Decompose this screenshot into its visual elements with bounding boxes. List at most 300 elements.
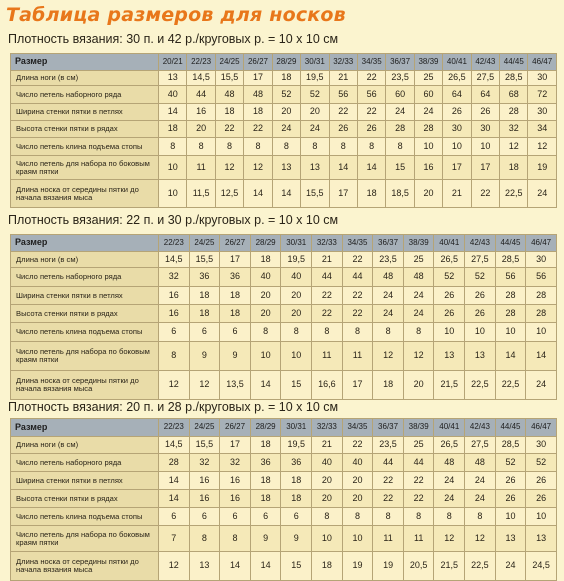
table-row xyxy=(11,552,557,581)
table-cell: 20 xyxy=(281,305,312,323)
table-row xyxy=(11,86,557,104)
table-cell: 18 xyxy=(250,252,281,268)
table-cell: 30 xyxy=(526,252,557,268)
table-cell: 36 xyxy=(189,268,220,287)
table-cell: 9 xyxy=(281,526,312,552)
table-cell: 25 xyxy=(403,437,434,454)
table-row xyxy=(11,156,557,180)
row-label: Ширина стенки пятки в петлях xyxy=(11,104,159,121)
table-cell: 20 xyxy=(342,472,373,490)
table-cell: 8 xyxy=(281,323,312,342)
table-cell: 8 xyxy=(244,138,272,156)
table-cell: 12 xyxy=(500,138,528,156)
table-cell: 17 xyxy=(471,156,499,180)
table-cell: 8 xyxy=(187,138,215,156)
table-cell: 16,6 xyxy=(312,371,343,400)
table-cell: 12 xyxy=(465,526,496,552)
table-cell: 24 xyxy=(373,287,404,305)
table-cell: 18 xyxy=(250,490,281,508)
table-cell: 20 xyxy=(281,287,312,305)
table-cell: 60 xyxy=(386,86,414,104)
table-cell: 23,5 xyxy=(373,252,404,268)
table-cell: 22 xyxy=(244,121,272,138)
table-cell: 20 xyxy=(250,287,281,305)
table-cell: 22 xyxy=(403,490,434,508)
table-cell: 10 xyxy=(434,323,465,342)
table-row xyxy=(11,252,557,268)
table-cell: 17 xyxy=(329,180,357,208)
table-cell: 64 xyxy=(443,86,471,104)
table-cell: 24 xyxy=(526,371,557,400)
table-cell: 6 xyxy=(159,508,190,526)
size-column-header: 32/33 xyxy=(312,419,343,437)
size-column-header: 32/33 xyxy=(329,54,357,71)
table-cell: 24 xyxy=(434,472,465,490)
table-cell: 8 xyxy=(434,508,465,526)
size-column-header: 38/39 xyxy=(403,419,434,437)
table-cell: 15,5 xyxy=(301,180,329,208)
table-cell: 6 xyxy=(220,323,251,342)
size-column-header: 32/33 xyxy=(312,235,343,252)
table-cell: 22 xyxy=(471,180,499,208)
table-cell: 22 xyxy=(342,287,373,305)
table-cell: 22 xyxy=(342,437,373,454)
table-cell: 22 xyxy=(329,104,357,121)
size-column-header: 36/37 xyxy=(373,235,404,252)
size-column-header: 42/43 xyxy=(465,419,496,437)
table-row xyxy=(11,508,557,526)
table-cell: 10 xyxy=(250,342,281,371)
table-cell: 14 xyxy=(250,371,281,400)
table-cell: 21,5 xyxy=(434,552,465,581)
size-column-header: 30/31 xyxy=(301,54,329,71)
gauge-caption-2: Плотность вязания: 22 п. и 30 р./круговых р. = 10 х 10 см xyxy=(8,213,339,227)
size-column-header: 22/23 xyxy=(187,54,215,71)
table-cell: 18 xyxy=(281,472,312,490)
table-cell: 40 xyxy=(281,268,312,287)
table-cell: 12 xyxy=(244,156,272,180)
table-cell: 24,5 xyxy=(526,552,557,581)
size-column-header: 22/23 xyxy=(159,235,190,252)
gauge-caption-1: Плотность вязания: 30 п. и 42 р./круговых р. = 10 х 10 см xyxy=(8,32,339,46)
table-row xyxy=(11,472,557,490)
table-cell: 22 xyxy=(373,472,404,490)
table-cell: 48 xyxy=(403,268,434,287)
table-cell: 44 xyxy=(403,454,434,472)
row-label: Длина носка от середины пятки до начала вязания мыса xyxy=(11,371,159,400)
table-cell: 10 xyxy=(443,138,471,156)
table-cell: 8 xyxy=(189,526,220,552)
table-cell: 10 xyxy=(465,323,496,342)
table-cell: 28 xyxy=(526,287,557,305)
table-cell: 12 xyxy=(159,552,190,581)
size-header-row xyxy=(11,235,557,252)
table-cell: 26 xyxy=(495,472,526,490)
table-cell: 24 xyxy=(403,287,434,305)
table-cell: 12 xyxy=(403,342,434,371)
table-cell: 6 xyxy=(189,323,220,342)
table-cell: 12 xyxy=(159,371,190,400)
table-cell: 22 xyxy=(373,490,404,508)
size-column-header: 46/47 xyxy=(526,235,557,252)
table-cell: 30 xyxy=(443,121,471,138)
table-cell: 13,5 xyxy=(220,371,251,400)
table-cell: 8 xyxy=(312,323,343,342)
size-column-header: 26/27 xyxy=(244,54,272,71)
size-table-3 xyxy=(10,418,557,581)
table-cell: 8 xyxy=(312,508,343,526)
table-cell: 44 xyxy=(373,454,404,472)
table-cell: 22 xyxy=(342,252,373,268)
table-cell: 15 xyxy=(281,371,312,400)
size-column-header: 42/43 xyxy=(465,235,496,252)
table-cell: 8 xyxy=(386,138,414,156)
table-cell: 28 xyxy=(386,121,414,138)
size-column-header: 34/35 xyxy=(357,54,385,71)
table-cell: 36 xyxy=(250,454,281,472)
table-cell: 21 xyxy=(312,252,343,268)
table-cell: 18,5 xyxy=(386,180,414,208)
row-label: Число петель наборного ряда xyxy=(11,86,159,104)
table-cell: 22,5 xyxy=(465,552,496,581)
size-header-row xyxy=(11,54,557,71)
table-cell: 8 xyxy=(373,323,404,342)
table-cell: 16 xyxy=(220,472,251,490)
table-cell: 14 xyxy=(159,490,190,508)
table-row xyxy=(11,454,557,472)
table-cell: 28 xyxy=(500,104,528,121)
row-label: Высота стенки пятки в рядах xyxy=(11,305,159,323)
table-cell: 32 xyxy=(500,121,528,138)
gauge-caption-3: Плотность вязания: 20 п. и 28 р./круговых р. = 10 х 10 см xyxy=(8,400,339,414)
table-cell: 22,5 xyxy=(500,180,528,208)
table-cell: 27,5 xyxy=(471,71,499,86)
table-cell: 10 xyxy=(526,508,557,526)
table-cell: 18 xyxy=(220,287,251,305)
table-cell: 12 xyxy=(373,342,404,371)
table-cell: 26 xyxy=(526,490,557,508)
table-cell: 26,5 xyxy=(434,252,465,268)
table-cell: 17 xyxy=(220,252,251,268)
table-cell: 36 xyxy=(220,268,251,287)
table-cell: 34 xyxy=(528,121,556,138)
table-cell: 22,5 xyxy=(495,371,526,400)
table-cell: 48 xyxy=(465,454,496,472)
size-table-1 xyxy=(10,53,557,208)
table-row xyxy=(11,138,557,156)
table-cell: 6 xyxy=(220,508,251,526)
table-cell: 13 xyxy=(272,156,300,180)
table-cell: 24 xyxy=(403,305,434,323)
size-column-header: 26/27 xyxy=(220,419,251,437)
table-cell: 13 xyxy=(434,342,465,371)
size-column-header: 36/37 xyxy=(373,419,404,437)
table-cell: 14 xyxy=(250,552,281,581)
table-cell: 52 xyxy=(526,454,557,472)
table-cell: 44 xyxy=(342,268,373,287)
table-cell: 26,5 xyxy=(443,71,471,86)
table-cell: 26 xyxy=(495,490,526,508)
row-label: Длина носка от середины пятки до начала вязания мыса xyxy=(11,552,159,581)
table-cell: 40 xyxy=(159,86,187,104)
size-column-header: 38/39 xyxy=(414,54,442,71)
table-cell: 14 xyxy=(272,180,300,208)
table-cell: 24 xyxy=(495,552,526,581)
size-column-header: 44/45 xyxy=(500,54,528,71)
table-cell: 24 xyxy=(414,104,442,121)
table-cell: 6 xyxy=(250,508,281,526)
table-cell: 26 xyxy=(465,287,496,305)
size-column-header: 30/31 xyxy=(281,235,312,252)
table-row xyxy=(11,323,557,342)
table-cell: 19 xyxy=(373,552,404,581)
table-cell: 28,5 xyxy=(495,437,526,454)
table-cell: 14 xyxy=(329,156,357,180)
table-cell: 52 xyxy=(272,86,300,104)
table-cell: 15 xyxy=(386,156,414,180)
table-row xyxy=(11,526,557,552)
table-cell: 11 xyxy=(342,342,373,371)
table-row xyxy=(11,104,557,121)
table-cell: 24 xyxy=(301,121,329,138)
table-cell: 20 xyxy=(403,371,434,400)
size-column-header: 34/35 xyxy=(342,419,373,437)
table-cell: 32 xyxy=(189,454,220,472)
table-cell: 21 xyxy=(329,71,357,86)
table-cell: 14 xyxy=(244,180,272,208)
size-header-label: Размер xyxy=(11,235,159,252)
table-cell: 56 xyxy=(526,268,557,287)
row-label: Высота стенки пятки в рядах xyxy=(11,490,159,508)
row-label: Ширина стенки пятки в петлях xyxy=(11,287,159,305)
table-cell: 18 xyxy=(281,490,312,508)
table-cell: 64 xyxy=(471,86,499,104)
table-row xyxy=(11,437,557,454)
table-cell: 12,5 xyxy=(215,180,243,208)
table-cell: 14,5 xyxy=(159,252,190,268)
table-cell: 8 xyxy=(159,138,187,156)
table-cell: 27,5 xyxy=(465,252,496,268)
table-row xyxy=(11,287,557,305)
table-cell: 15,5 xyxy=(189,437,220,454)
table-cell: 10 xyxy=(495,508,526,526)
table-cell: 56 xyxy=(357,86,385,104)
table-cell: 21 xyxy=(443,180,471,208)
table-cell: 13 xyxy=(465,342,496,371)
size-column-header: 46/47 xyxy=(528,54,556,71)
table-cell: 8 xyxy=(465,508,496,526)
table-cell: 24 xyxy=(373,305,404,323)
size-column-header: 28/29 xyxy=(250,235,281,252)
table-cell: 8 xyxy=(329,138,357,156)
table-cell: 8 xyxy=(357,138,385,156)
table-cell: 15,5 xyxy=(189,252,220,268)
table-cell: 18 xyxy=(373,371,404,400)
row-label: Ширина стенки пятки в петлях xyxy=(11,472,159,490)
table-cell: 8 xyxy=(301,138,329,156)
table-cell: 32 xyxy=(220,454,251,472)
size-column-header: 24/25 xyxy=(189,419,220,437)
table-cell: 18 xyxy=(250,437,281,454)
row-label: Высота стенки пятки в рядах xyxy=(11,121,159,138)
row-label: Число петель наборного ряда xyxy=(11,268,159,287)
table-cell: 52 xyxy=(434,268,465,287)
table-row xyxy=(11,371,557,400)
table-cell: 44 xyxy=(312,268,343,287)
table-cell: 11 xyxy=(373,526,404,552)
table-cell: 17 xyxy=(443,156,471,180)
row-label: Длина носка от середины пятки до начала вязания мыса xyxy=(11,180,159,208)
table-cell: 15 xyxy=(281,552,312,581)
table-cell: 26 xyxy=(526,472,557,490)
table-cell: 18 xyxy=(189,305,220,323)
table-cell: 30 xyxy=(526,437,557,454)
table-cell: 18 xyxy=(357,180,385,208)
size-column-header: 24/25 xyxy=(189,235,220,252)
table-cell: 16 xyxy=(414,156,442,180)
table-cell: 20 xyxy=(312,472,343,490)
table-cell: 15,5 xyxy=(215,71,243,86)
table-cell: 48 xyxy=(373,268,404,287)
table-cell: 56 xyxy=(329,86,357,104)
table-cell: 22 xyxy=(342,305,373,323)
table-cell: 10 xyxy=(159,156,187,180)
table-cell: 36 xyxy=(281,454,312,472)
table-cell: 19,5 xyxy=(281,437,312,454)
table-cell: 8 xyxy=(342,508,373,526)
size-column-header: 36/37 xyxy=(386,54,414,71)
table-cell: 13 xyxy=(301,156,329,180)
table-cell: 12 xyxy=(215,156,243,180)
table-cell: 22 xyxy=(403,472,434,490)
table-cell: 7 xyxy=(159,526,190,552)
table-cell: 10 xyxy=(281,342,312,371)
table-cell: 16 xyxy=(220,490,251,508)
table-cell: 25 xyxy=(403,252,434,268)
table-cell: 8 xyxy=(342,323,373,342)
size-column-header: 20/21 xyxy=(159,54,187,71)
table-cell: 14 xyxy=(159,472,190,490)
table-cell: 8 xyxy=(220,526,251,552)
table-cell: 20 xyxy=(187,121,215,138)
table-cell: 18 xyxy=(220,305,251,323)
table-cell: 14,5 xyxy=(159,437,190,454)
table-cell: 17 xyxy=(342,371,373,400)
table-cell: 40 xyxy=(342,454,373,472)
table-cell: 14 xyxy=(357,156,385,180)
size-column-header: 40/41 xyxy=(434,235,465,252)
table-cell: 11 xyxy=(403,526,434,552)
table-cell: 20 xyxy=(301,104,329,121)
table-cell: 24 xyxy=(528,180,556,208)
table-cell: 40 xyxy=(250,268,281,287)
table-cell: 8 xyxy=(159,342,190,371)
page-title: Таблица размеров для носков xyxy=(6,4,346,26)
table-cell: 10 xyxy=(312,526,343,552)
row-label: Число петель для набора по боковым краям пятки xyxy=(11,342,159,371)
table-cell: 60 xyxy=(414,86,442,104)
table-cell: 24 xyxy=(272,121,300,138)
table-cell: 26 xyxy=(465,305,496,323)
table-cell: 18 xyxy=(244,104,272,121)
table-cell: 14 xyxy=(495,342,526,371)
row-label: Число петель клина подъема стопы xyxy=(11,323,159,342)
table-cell: 26 xyxy=(434,287,465,305)
table-cell: 6 xyxy=(159,323,190,342)
table-cell: 28,5 xyxy=(500,71,528,86)
table-cell: 28 xyxy=(526,305,557,323)
table-cell: 12 xyxy=(528,138,556,156)
size-column-header: 28/29 xyxy=(250,419,281,437)
table-cell: 23,5 xyxy=(373,437,404,454)
table-cell: 28 xyxy=(159,454,190,472)
table-cell: 18 xyxy=(189,287,220,305)
row-label: Число петель наборного ряда xyxy=(11,454,159,472)
table-cell: 6 xyxy=(281,508,312,526)
table-cell: 16 xyxy=(159,287,190,305)
table-cell: 16 xyxy=(187,104,215,121)
table-cell: 28 xyxy=(414,121,442,138)
table-cell: 72 xyxy=(528,86,556,104)
size-column-header: 26/27 xyxy=(220,235,251,252)
table-cell: 26 xyxy=(329,121,357,138)
table-cell: 68 xyxy=(500,86,528,104)
table-cell: 28 xyxy=(495,287,526,305)
table-cell: 9 xyxy=(189,342,220,371)
table-cell: 17 xyxy=(244,71,272,86)
table-cell: 17 xyxy=(220,437,251,454)
table-cell: 22 xyxy=(357,71,385,86)
table-cell: 32 xyxy=(159,268,190,287)
table-cell: 28 xyxy=(495,305,526,323)
table-cell: 20 xyxy=(312,490,343,508)
table-cell: 16 xyxy=(159,305,190,323)
table-cell: 22 xyxy=(312,287,343,305)
table-cell: 22 xyxy=(312,305,343,323)
table-cell: 11 xyxy=(312,342,343,371)
table-cell: 40 xyxy=(312,454,343,472)
table-cell: 56 xyxy=(495,268,526,287)
table-cell: 8 xyxy=(403,508,434,526)
table-cell: 18 xyxy=(215,104,243,121)
table-cell: 21 xyxy=(312,437,343,454)
row-label: Число петель для набора по боковым краям пятки xyxy=(11,156,159,180)
table-cell: 8 xyxy=(373,508,404,526)
table-cell: 14,5 xyxy=(187,71,215,86)
table-cell: 24 xyxy=(465,490,496,508)
table-cell: 21,5 xyxy=(434,371,465,400)
table-cell: 16 xyxy=(189,472,220,490)
table-cell: 13 xyxy=(159,71,187,86)
table-cell: 44 xyxy=(187,86,215,104)
table-cell: 8 xyxy=(215,138,243,156)
table-cell: 9 xyxy=(250,526,281,552)
table-cell: 19,5 xyxy=(281,252,312,268)
size-header-label: Размер xyxy=(11,419,159,437)
table-cell: 25 xyxy=(414,71,442,86)
table-cell: 26,5 xyxy=(434,437,465,454)
table-cell: 52 xyxy=(495,454,526,472)
table-cell: 18 xyxy=(500,156,528,180)
size-header-row xyxy=(11,419,557,437)
row-label: Длина ноги (в см) xyxy=(11,252,159,268)
table-cell: 19,5 xyxy=(301,71,329,86)
table-cell: 13 xyxy=(495,526,526,552)
size-column-header: 30/31 xyxy=(281,419,312,437)
size-column-header: 44/45 xyxy=(495,235,526,252)
size-column-header: 42/43 xyxy=(471,54,499,71)
table-cell: 12 xyxy=(189,371,220,400)
